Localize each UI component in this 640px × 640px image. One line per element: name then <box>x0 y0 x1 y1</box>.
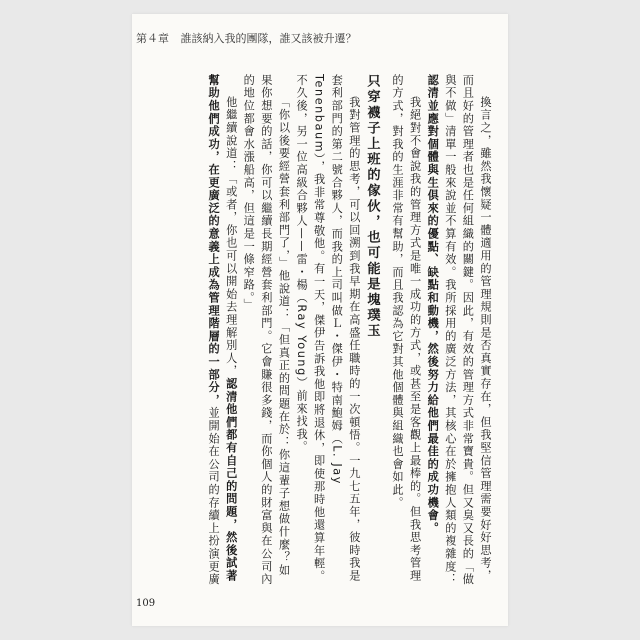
paragraph-5 <box>205 74 240 586</box>
page-number: 109 <box>136 598 156 609</box>
paragraph-1 <box>424 74 494 586</box>
paragraph-text: 他繼續說道：「或者，你也可以開始去理解別人， <box>224 96 238 378</box>
chapter-label: 第４章 <box>136 32 169 45</box>
paragraph-3 <box>292 74 362 586</box>
paragraph-text: 「你以後要經營套利部門了，」他說道：「但真正的問題在於：你這輩子想做什麼？如果你想要的話，你可以繼續長期經營套利部門。它會賺很多錢，而你個人的財富與在公司內的地位都會水漲船高，但這是一條窄路。」 <box>242 74 291 586</box>
paragraph-text: 換言之，雖然我懷疑一體適用的管理規則是否真實存在，但我堅信管理需要好好思考，而且好的管理者也是任何組織的關鍵。因此，有效的管理方式非常寶貴。但又臭又長的「做與不做」清單一般來說並不算有效。我所採用的廣泛方法，其核心在於擁抱人類的複雜度： <box>443 74 492 586</box>
emphasis-text: 認清並應對個體與生俱來的優點、缺點和動機，然後努力給他們最佳的成功機會。 <box>426 74 440 535</box>
paragraph-text: 我絕對不會說我的管理方式是唯一成功的方式，或甚至是客觀上最棒的。但我思考管理的方式，對我的生涯非常有幫助，而且我認為它對其他個體與組織也會如此。 <box>391 74 422 583</box>
section-heading: 只穿襪子上班的傢伙，也可能是塊璞玉 <box>364 74 380 340</box>
paragraph-4 <box>240 74 293 586</box>
vertical-text-body <box>144 74 494 586</box>
paragraph-text: 並開始在公司的存續上扮演更廣 <box>207 406 221 586</box>
chapter-title: 誰該納入我的團隊，誰又該被升遷？ <box>180 32 357 45</box>
running-header <box>136 30 476 50</box>
paragraph-text: 我對管理的思考，可以回溯到我早期在高盛任職時的一次頓悟。一九七五年，彼時我是套利部門的第二號合夥人，而我的上司叫做Ｌ・傑伊・特南鮑姆（L. Jay Tenenbaum），我非常尊敬他。有一天，傑伊告訴我他即將退休，即使那時他還算年輕。不久後，另一位高級合夥人——雷・楊（Ray Young）前來找我。 <box>295 74 361 583</box>
paragraph-2 <box>388 74 423 586</box>
emphasis-text: 認清他們都有自己的問題，然後試著幫助他們成功，在更廣泛的意義上成為管理階層的一部分， <box>207 74 238 583</box>
